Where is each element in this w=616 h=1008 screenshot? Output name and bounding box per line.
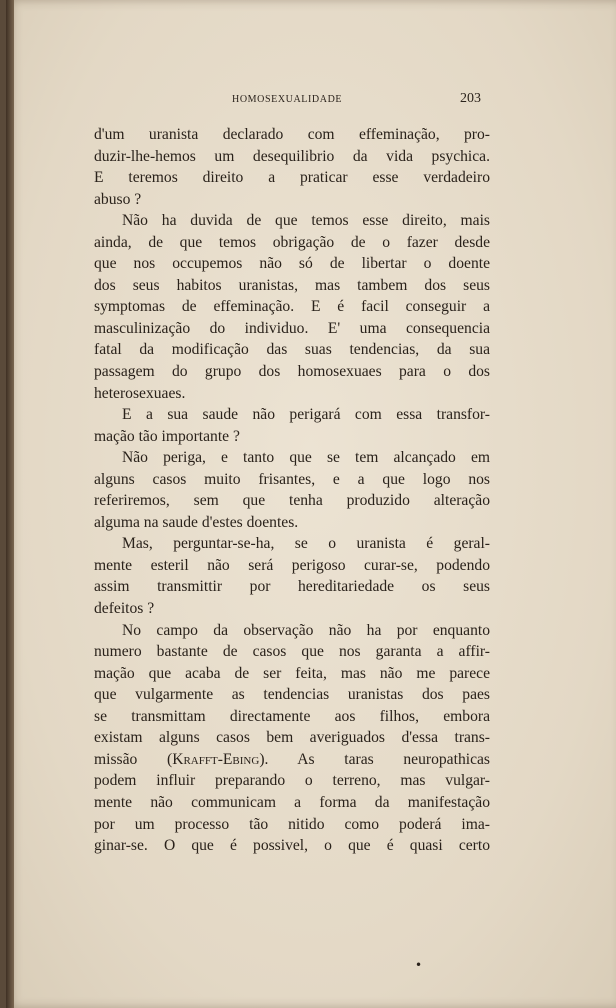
text-line: passagem do grupo dos homosexuaes para o dos [94, 363, 490, 381]
text-line: que nos occupemos não só de libertar o doente [94, 255, 490, 273]
page-spine-shadow [6, 0, 14, 1008]
body-text [94, 124, 490, 857]
text-line: d'um uranista declarado com effeminação, pro- [94, 126, 490, 143]
page-header [6, 92, 616, 108]
text-line: por um processo tão nitido como poderá ima- [94, 815, 490, 833]
text-line: mação tão importante ? [94, 427, 240, 445]
page-number: 203 [460, 91, 481, 106]
text-line: heterosexuaes. [94, 384, 186, 402]
text-line: se transmittam directamente aos filhos, embora [94, 707, 490, 725]
text-line: ainda, de que temos obrigação de o fazer desde [94, 233, 490, 251]
text-line: que vulgarmente as tendencias uranistas dos paes [94, 686, 490, 704]
text-line: alguns casos muito frisantes, e a que logo nos [94, 470, 490, 488]
text-line: referiremos, sem que tenha produzido alteração [94, 492, 490, 510]
text-fragment: missão ( [94, 750, 173, 768]
text-line: mação que acaba de ser feita, mas não me parece [94, 664, 490, 682]
text-line: dos seus habitos uranistas, mas tambem dos seus [94, 276, 490, 294]
text-line: symptomas de effeminação. E é facil conseguir a [94, 298, 490, 316]
text-line: E teremos direito a praticar esse verdadeiro [94, 169, 490, 187]
printer-mark: • [415, 958, 423, 972]
text-line: alguma na saude d'estes doentes. [94, 513, 299, 531]
text-line: podem influir preparando o terreno, mas vulgar- [94, 772, 490, 790]
running-head: HOMOSEXUALIDADE [232, 94, 343, 105]
text-line: numero bastante de casos que nos garanta a affir- [94, 643, 490, 661]
text-line: masculinização do individuo. E' uma consequencia [94, 319, 490, 337]
text-line: Mas, perguntar-se-ha, se o uranista é geral- [122, 535, 490, 553]
text-line: E a sua saude não perigará com essa transfor- [122, 406, 490, 424]
text-line: existam alguns casos bem averiguados d'essa trans- [94, 729, 490, 747]
text-line: No campo da observação não ha por enquanto [122, 621, 490, 639]
text-line: ginar-se. O que é possivel, o que é quasi certo [94, 837, 490, 855]
text-line: Não periga, e tanto que se tem alcançado em [122, 449, 490, 467]
text-line: mente não communicam a forma da manifestação [94, 793, 490, 811]
book-page [6, 0, 616, 1008]
text-line: defeitos ? [94, 600, 155, 618]
text-fragment: ). As taras neuropathicas [259, 750, 490, 768]
text-line: assim transmittir por hereditariedade os seus [94, 578, 490, 596]
text-line: duzir-lhe-hemos um desequilibrio da vida psychica. [94, 147, 490, 165]
text-line [94, 749, 490, 771]
text-line: fatal da modificação das suas tendencias, da sua [94, 341, 490, 359]
text-line: Não ha duvida de que temos esse direito, mais [122, 212, 490, 230]
text-line: mente esteril não será perigoso curar-se, podendo [94, 556, 490, 574]
cited-author: Krafft-Ebing [172, 750, 260, 768]
text-line: abuso ? [94, 190, 142, 208]
